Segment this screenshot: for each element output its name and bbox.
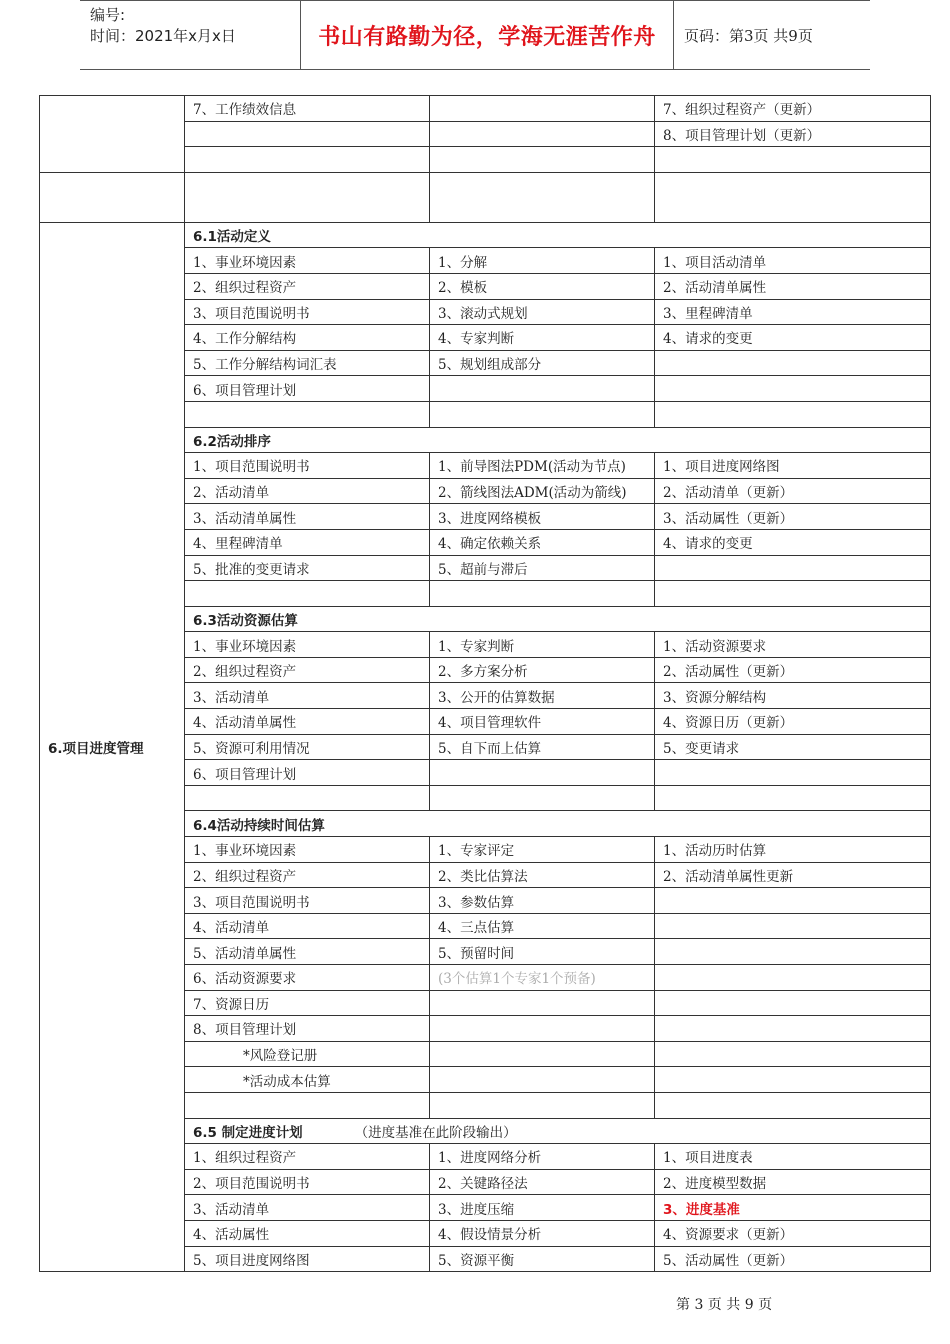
tool-cell: 4、确定依赖关系 — [430, 529, 655, 555]
tool-cell: 3、进度压缩 — [430, 1195, 655, 1221]
section-title — [185, 606, 931, 632]
input-cell: 7、资源日历 — [185, 990, 430, 1016]
process-table-body — [40, 96, 931, 1272]
output-highlight-cell: 3、进度基准 — [655, 1195, 931, 1221]
output-cell: 1、项目进度表 — [655, 1144, 931, 1170]
tool-cell: 5、资源平衡 — [430, 1246, 655, 1272]
output-cell — [655, 1041, 931, 1067]
input-cell: 4、工作分解结构 — [185, 325, 430, 351]
tool-cell: 5、预留时间 — [430, 939, 655, 965]
input-cell: 3、活动清单 — [185, 1195, 430, 1221]
header-page-info: 页码：第3页 共9页 — [684, 26, 813, 45]
input-cell: 8、项目管理计划 — [185, 1016, 430, 1042]
input-cell: 2、组织过程资产 — [185, 273, 430, 299]
process-name-cell: 6.项目进度管理 — [40, 222, 185, 1271]
input-cell — [185, 147, 430, 173]
output-cell — [655, 939, 931, 965]
tool-cell — [430, 147, 655, 173]
tool-cell: 2、箭线图法ADM(活动为箭线) — [430, 478, 655, 504]
tool-cell — [430, 1016, 655, 1042]
input-cell: 2、组织过程资产 — [185, 862, 430, 888]
process-table — [39, 95, 931, 1272]
output-cell: 2、活动清单属性更新 — [655, 862, 931, 888]
output-cell: 1、项目活动清单 — [655, 248, 931, 274]
output-cell — [655, 1016, 931, 1042]
input-cell: 3、项目范围说明书 — [185, 299, 430, 325]
output-cell: 5、活动属性（更新） — [655, 1246, 931, 1272]
tool-note-cell: (3个估算1个专家1个预备) — [430, 965, 655, 991]
input-cell — [185, 121, 430, 147]
input-cell: 3、活动清单 — [185, 683, 430, 709]
input-cell: 1、事业环境因素 — [185, 837, 430, 863]
input-cell: 1、事业环境因素 — [185, 248, 430, 274]
input-cell — [185, 401, 430, 427]
input-cell: *活动成本估算 — [185, 1067, 430, 1093]
table-row — [40, 172, 931, 222]
input-cell: 4、活动清单 — [185, 913, 430, 939]
input-cell: 1、项目范围说明书 — [185, 453, 430, 479]
output-cell — [655, 913, 931, 939]
output-cell: 4、请求的变更 — [655, 529, 931, 555]
tool-cell — [430, 401, 655, 427]
input-cell: 2、活动清单 — [185, 478, 430, 504]
input-cell: 3、项目范围说明书 — [185, 888, 430, 914]
output-cell — [655, 965, 931, 991]
section-title — [185, 427, 931, 453]
input-cell: 2、组织过程资产 — [185, 657, 430, 683]
section-title-text: 6.1活动定义 — [193, 229, 271, 246]
output-cell: 2、活动清单（更新） — [655, 478, 931, 504]
input-cell: 1、事业环境因素 — [185, 632, 430, 658]
input-cell: 6、项目管理计划 — [185, 376, 430, 402]
tool-cell — [430, 581, 655, 607]
output-cell: 4、资源日历（更新） — [655, 709, 931, 735]
page-footer: 第 3 页 共 9 页 — [676, 1297, 773, 1313]
tool-cell — [430, 96, 655, 122]
input-cell: 3、活动清单属性 — [185, 504, 430, 530]
section-title — [185, 811, 931, 837]
page-header — [80, 0, 870, 70]
output-cell — [655, 581, 931, 607]
header-motto: 书山有路勤为径，学海无涯苦作舟 — [301, 1, 674, 69]
output-cell: 4、请求的变更 — [655, 325, 931, 351]
output-cell — [655, 785, 931, 811]
tool-cell: 1、专家评定 — [430, 837, 655, 863]
input-cell: 4、里程碑清单 — [185, 529, 430, 555]
tool-cell: 5、超前与滞后 — [430, 555, 655, 581]
tool-cell: 2、关键路径法 — [430, 1169, 655, 1195]
tool-cell: 3、进度网络模板 — [430, 504, 655, 530]
tool-cell: 2、模板 — [430, 273, 655, 299]
output-cell: 2、活动属性（更新） — [655, 657, 931, 683]
input-cell: 1、组织过程资产 — [185, 1144, 430, 1170]
input-cell — [185, 785, 430, 811]
output-cell — [655, 350, 931, 376]
tool-cell: 1、前导图法PDM(活动为节点) — [430, 453, 655, 479]
input-cell: 7、工作绩效信息 — [185, 96, 430, 122]
table-row — [40, 96, 931, 122]
input-cell: 2、项目范围说明书 — [185, 1169, 430, 1195]
output-cell — [655, 555, 931, 581]
tool-cell — [430, 785, 655, 811]
input-cell: 6、活动资源要求 — [185, 965, 430, 991]
input-cell: *风险登记册 — [185, 1041, 430, 1067]
tool-cell: 4、专家判断 — [430, 325, 655, 351]
tool-cell: 5、自下而上估算 — [430, 734, 655, 760]
tool-cell — [430, 760, 655, 786]
input-cell: 4、活动清单属性 — [185, 709, 430, 735]
output-cell: 3、里程碑清单 — [655, 299, 931, 325]
tool-cell: 4、假设情景分析 — [430, 1220, 655, 1246]
table-row — [40, 222, 931, 248]
tool-cell: 5、规划组成部分 — [430, 350, 655, 376]
output-cell — [655, 401, 931, 427]
input-cell: 5、工作分解结构词汇表 — [185, 350, 430, 376]
tool-cell — [430, 1041, 655, 1067]
output-cell: 4、资源要求（更新） — [655, 1220, 931, 1246]
input-cell: 6、项目管理计划 — [185, 760, 430, 786]
output-cell — [655, 1067, 931, 1093]
section-title-text: 6.4活动持续时间估算 — [193, 817, 325, 834]
tool-cell: 1、专家判断 — [430, 632, 655, 658]
output-cell: 3、活动属性（更新） — [655, 504, 931, 530]
section-note: （进度基准在此阶段输出） — [354, 1124, 517, 1141]
section-title — [185, 222, 931, 248]
process-cell-prev — [40, 96, 185, 173]
spacer-cell — [185, 172, 430, 222]
header-meta — [80, 1, 301, 69]
output-cell — [655, 760, 931, 786]
tool-cell: 3、参数估算 — [430, 888, 655, 914]
input-cell — [185, 1092, 430, 1118]
tool-cell — [430, 376, 655, 402]
output-cell: 1、活动历时估算 — [655, 837, 931, 863]
tool-cell — [430, 121, 655, 147]
section-title-text: 6.5 制定进度计划 — [193, 1124, 303, 1141]
spacer-cell — [655, 172, 931, 222]
input-cell: 5、活动清单属性 — [185, 939, 430, 965]
tool-cell — [430, 1092, 655, 1118]
document-time-label: 时间：2021年x月x日 — [90, 27, 236, 45]
spacer-cell — [430, 172, 655, 222]
tool-cell: 2、多方案分析 — [430, 657, 655, 683]
tool-cell: 3、滚动式规划 — [430, 299, 655, 325]
output-cell: 5、变更请求 — [655, 734, 931, 760]
output-cell — [655, 1092, 931, 1118]
tool-cell: 4、项目管理软件 — [430, 709, 655, 735]
output-cell: 2、进度模型数据 — [655, 1169, 931, 1195]
tool-cell — [430, 1067, 655, 1093]
tool-cell: 4、三点估算 — [430, 913, 655, 939]
tool-cell: 1、分解 — [430, 248, 655, 274]
output-cell — [655, 990, 931, 1016]
output-cell: 1、项目进度网络图 — [655, 453, 931, 479]
section-title — [185, 1118, 931, 1144]
tool-cell: 3、公开的估算数据 — [430, 683, 655, 709]
section-title-text: 6.3活动资源估算 — [193, 612, 298, 629]
output-cell: 7、组织过程资产（更新） — [655, 96, 931, 122]
document-number-label: 编号: — [90, 6, 126, 24]
output-cell: 8、项目管理计划（更新） — [655, 121, 931, 147]
tool-cell: 1、进度网络分析 — [430, 1144, 655, 1170]
tool-cell — [430, 990, 655, 1016]
section-title-text: 6.2活动排序 — [193, 433, 271, 450]
input-cell: 5、资源可利用情况 — [185, 734, 430, 760]
output-cell — [655, 888, 931, 914]
tool-cell: 2、类比估算法 — [430, 862, 655, 888]
input-cell — [185, 581, 430, 607]
input-cell: 5、批准的变更请求 — [185, 555, 430, 581]
input-cell: 5、项目进度网络图 — [185, 1246, 430, 1272]
spacer-cell — [40, 172, 185, 222]
output-cell: 1、活动资源要求 — [655, 632, 931, 658]
output-cell — [655, 147, 931, 173]
output-cell: 2、活动清单属性 — [655, 273, 931, 299]
output-cell: 3、资源分解结构 — [655, 683, 931, 709]
input-cell: 4、活动属性 — [185, 1220, 430, 1246]
output-cell — [655, 376, 931, 402]
